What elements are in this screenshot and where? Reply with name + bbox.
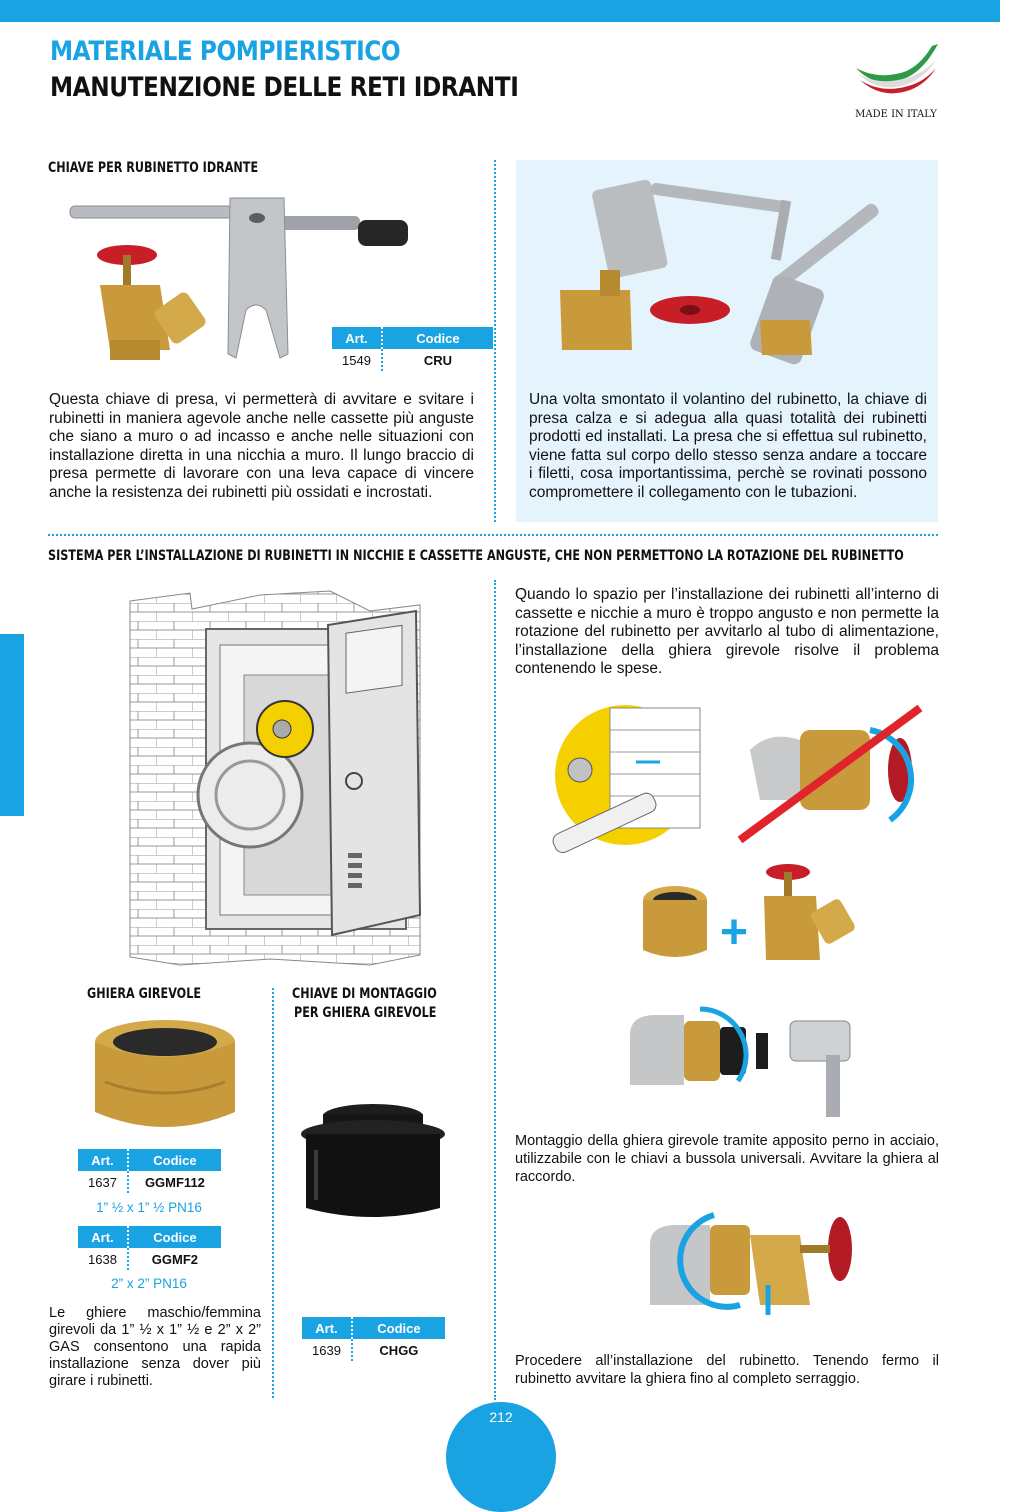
art-number: 1549 (332, 349, 382, 371)
art-number: 1637 (78, 1171, 128, 1193)
column-divider-2 (494, 580, 496, 1400)
section-title-chiave-montaggio-1: CHIAVE DI MONTAGGIO (292, 986, 437, 1002)
page-number: 212 (489, 1409, 513, 1425)
column-divider-3 (272, 988, 274, 1398)
col-header-art: Art. (78, 1226, 128, 1248)
art-table-chgg (302, 1317, 445, 1361)
step-montaggio-text: Montaggio della ghiera girevole tramite apposito perno in acciaio, utilizzabile con le chiavi a bussola universali. Avvitare la ghiera al raccordo. (515, 1133, 939, 1185)
col-header-art: Art. (302, 1317, 352, 1339)
section-title-chiave-montaggio-2: PER GHIERA GIREVOLE (294, 1005, 437, 1021)
made-in-italy-label: MADE IN ITALY (855, 109, 937, 120)
ghiera-girevole-photo (90, 1012, 240, 1132)
rotation-problem-illustration (540, 690, 940, 880)
sistema-intro: Quando lo spazio per l’installazione dei rubinetti all’interno di cassette e nicchie a muro è troppo angusto e non permette la rotazione del rubinetto per avvitarlo al tubo di alimentazione, l’installazione della ghiera girevole risolve il problema contenendo le spese. (515, 586, 939, 678)
page-title: MANUTENZIONE DELLE RETI IDRANTI (50, 72, 519, 103)
art-number: 1639 (302, 1339, 352, 1361)
art-table-cru (332, 327, 493, 371)
section-title-sistema: SISTEMA PER L’INSTALLAZIONE DI RUBINETTI IN NICCHIE E CASSETTE ANGUSTE, CHE NON PERMETTONO LA ROTAZIONE DEL RUBINETTO (48, 548, 904, 564)
top-accent-bar (0, 0, 1000, 22)
made-in-italy-logo (846, 38, 946, 122)
ghiera-plus-rubinetto-illustration (640, 860, 860, 970)
step-installazione-text: Procedere all’installazione del rubinetto. Tenendo fermo il rubinetto avvitare la ghiera fino al completo serraggio. (515, 1353, 939, 1387)
spec-ggmf112: 1” ½ x 1” ½ PN16 (96, 1200, 202, 1215)
col-header-code: Codice (128, 1149, 221, 1171)
col-header-code: Codice (352, 1317, 445, 1339)
chiave-montaggio-photo (298, 1100, 448, 1230)
wall-cabinet-illustration (120, 585, 440, 975)
art-number: 1638 (78, 1248, 128, 1270)
ghiera-mounting-illustration (620, 995, 870, 1120)
col-header-code: Codice (128, 1226, 221, 1248)
page-title-category: MATERIALE POMPIERISTICO (50, 36, 401, 67)
art-code: GGMF112 (144, 1174, 205, 1190)
col-header-code: Codice (382, 327, 493, 349)
description-chiave-right: Una volta smontato il volantino del rubinetto, la chiave di presa calza e si adegua alla quasi totalità dei rubinetti prodotti ed installati. La presa che si effettua sul rubinetto, viene fatta sul corpo dello stesso senza andare a toccare i filetti, cosa importantissima, perchè se rovinati possono compromettere il collegamento con le tubazioni. (529, 391, 927, 501)
italy-swoosh-icon (846, 38, 946, 98)
side-accent-tab (0, 634, 24, 816)
art-table-ggmf112 (78, 1149, 221, 1193)
ghiera-description: Le ghiere maschio/femmina girevoli da 1” ½ x 1” ½ e 2” x 2” GAS consentono una rapida installazione senza dover più girare i rubinetti. (49, 1305, 261, 1389)
section-title-chiave-rubinetto: CHIAVE PER RUBINETTO IDRANTE (48, 160, 259, 176)
spec-ggmf2: 2” x 2” PN16 (111, 1276, 187, 1291)
col-header-art: Art. (78, 1149, 128, 1171)
col-header-art: Art. (332, 327, 382, 349)
section-divider (48, 534, 938, 536)
section-title-ghiera: GHIERA GIREVOLE (87, 986, 201, 1002)
plus-icon: + (720, 906, 749, 959)
art-table-ggmf2 (78, 1226, 221, 1270)
description-chiave-left: Questa chiave di presa, vi permetterà di avvitare e svitare i rubinetti in maniera agevole anche nelle cassette più anguste che siano a muro o ad incasso e anche nelle situazioni con installazione diretta in una nicchia a muro. Il lungo braccio di presa permette di lavorare con una leva capace di vincere anche la resistenza dei rubinetti più ossidati e incrostati. (49, 391, 474, 501)
page-number-badge (446, 1402, 556, 1512)
art-code: CRU (423, 352, 452, 368)
column-divider (494, 160, 496, 522)
key-mounting-photo (540, 170, 920, 370)
rubinetto-installation-illustration (640, 1195, 860, 1325)
art-code: CHGG (379, 1342, 419, 1358)
art-code: GGMF2 (151, 1251, 199, 1267)
